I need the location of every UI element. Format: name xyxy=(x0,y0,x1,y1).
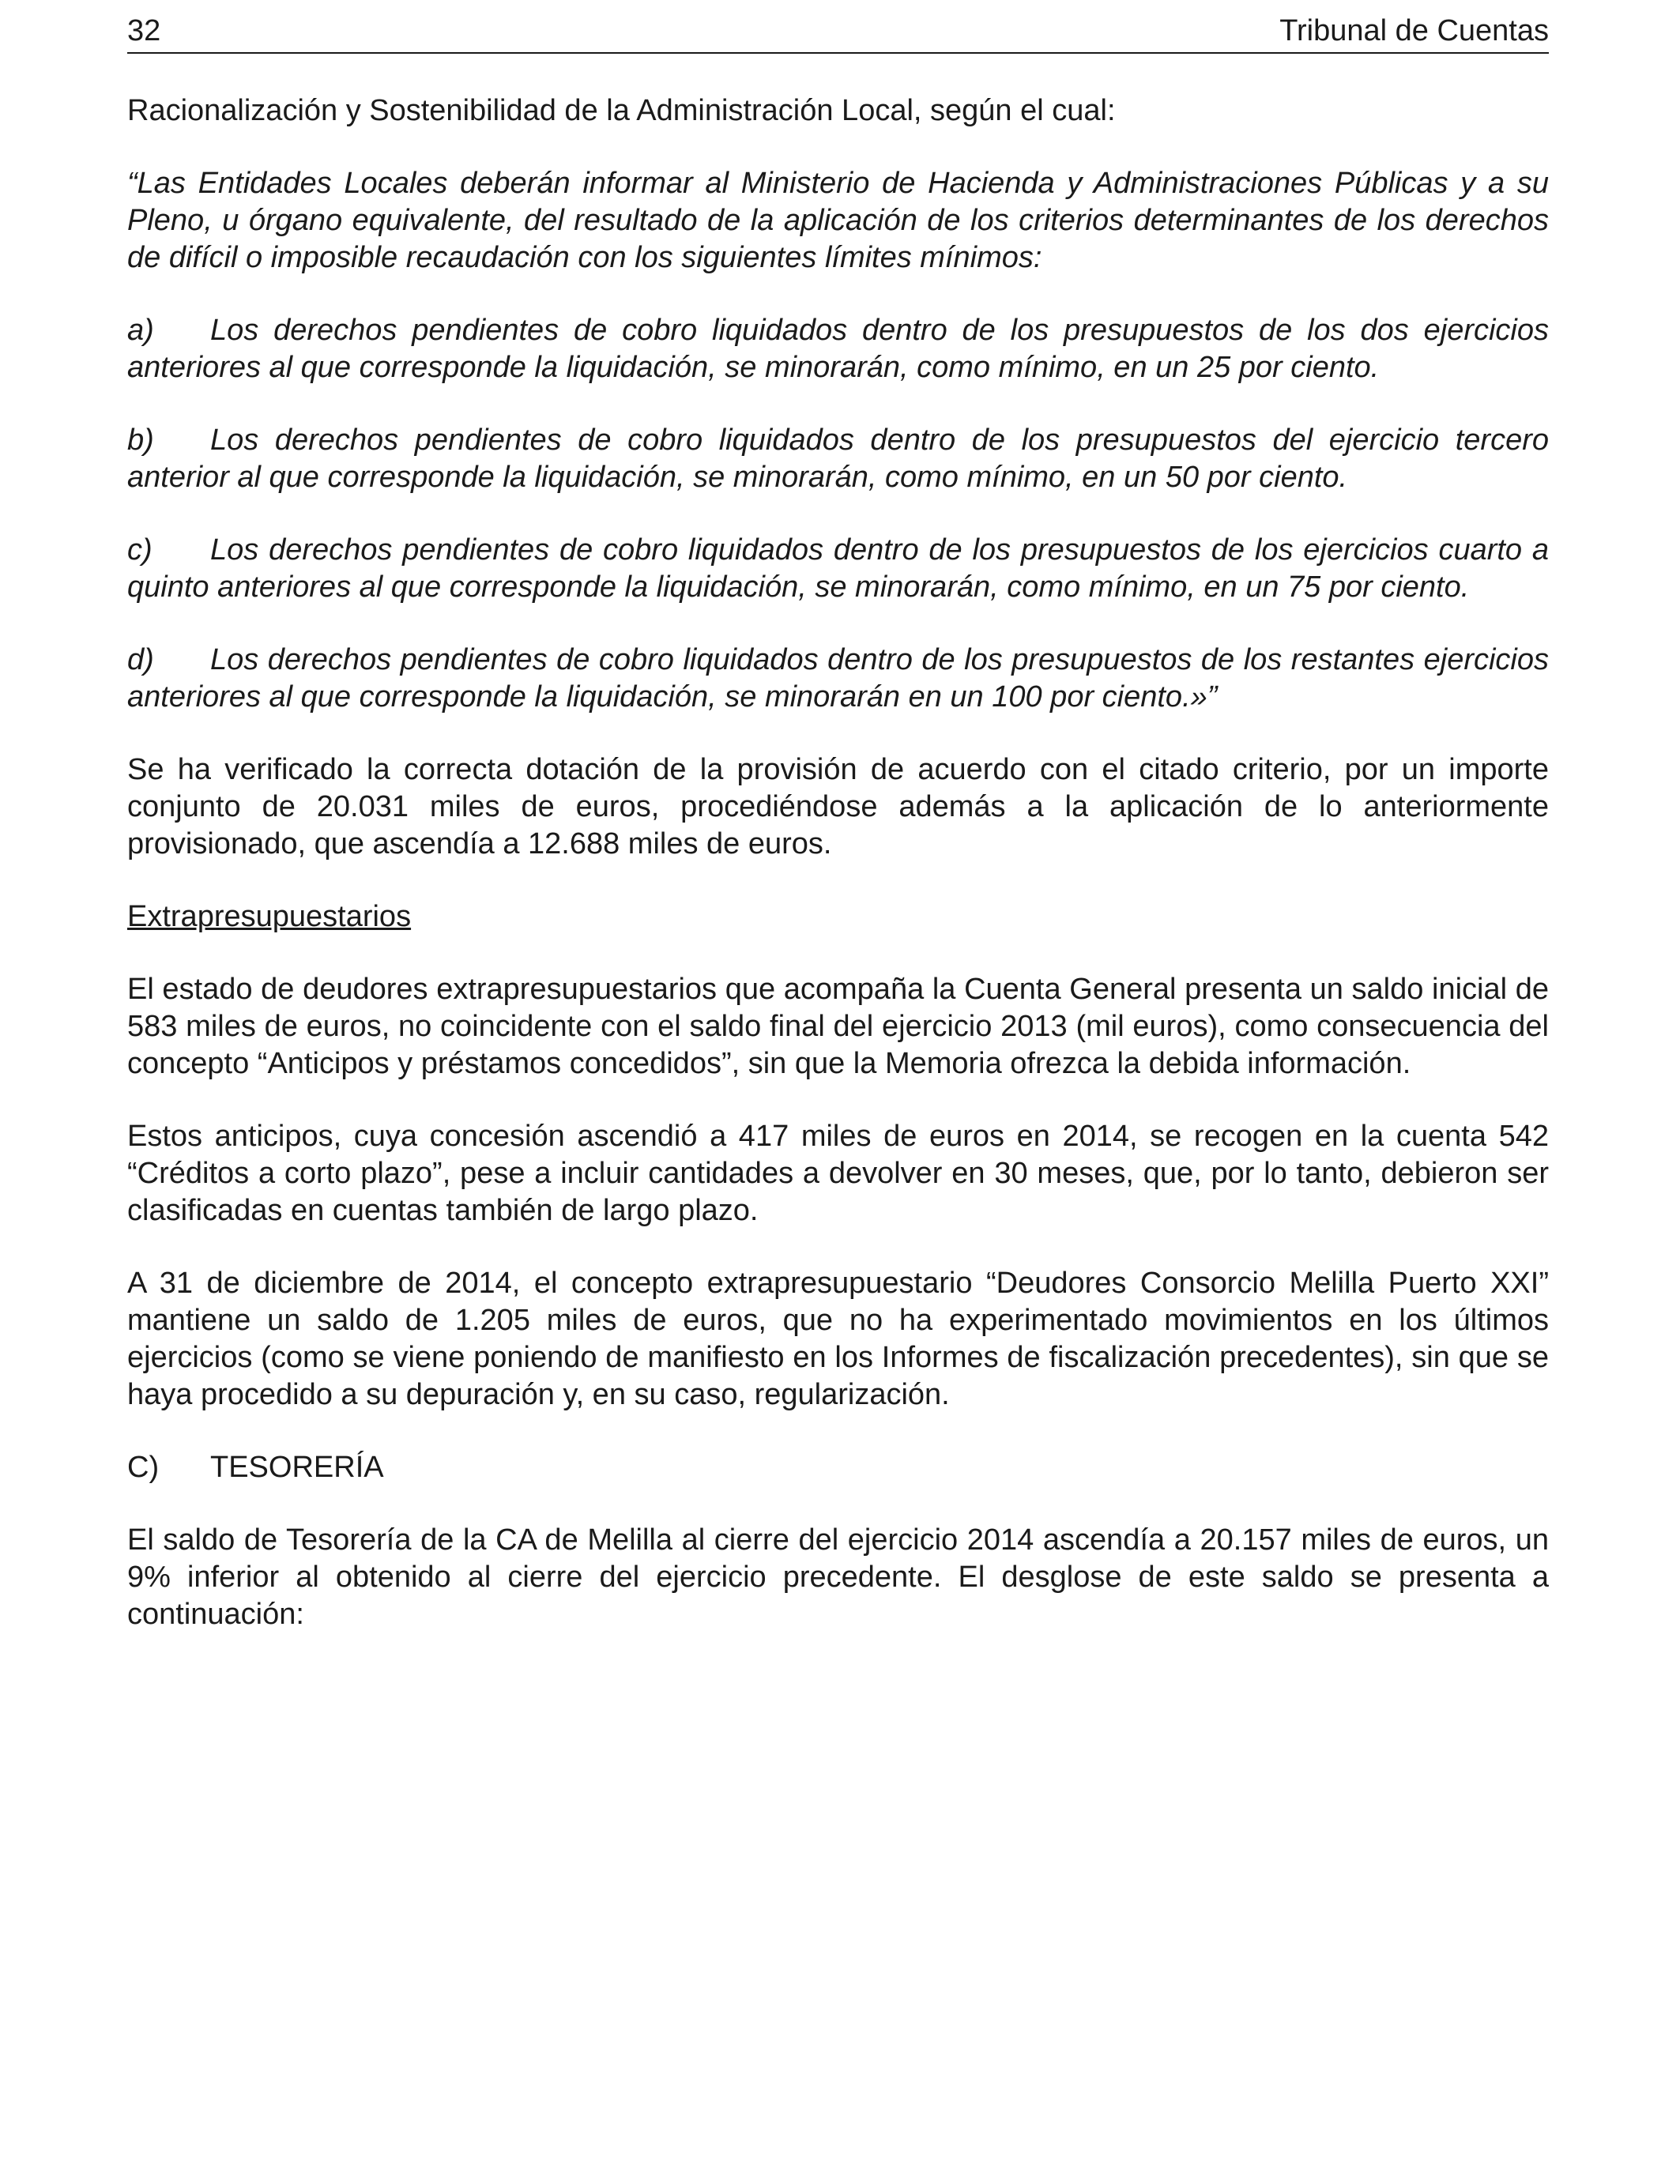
document-page xyxy=(127,0,1549,1633)
quote-item-d xyxy=(127,642,1549,716)
list-item-text: Los derechos pendientes de cobro liquidados dentro de los presupuestos de los restantes ejercicios anteriores al que corresponde la liquidación, se minorarán en un 100 por ciento.»” xyxy=(127,643,1549,714)
intro-paragraph: Racionalización y Sostenibilidad de la Administración Local, según el cual: xyxy=(127,94,1116,127)
page-content xyxy=(127,92,1549,1633)
page-number: 32 xyxy=(127,14,161,47)
quote-item-a xyxy=(127,312,1549,386)
list-item-text: Los derechos pendientes de cobro liquidados dentro de los presupuestos de los dos ejercicios anteriores al que corresponde la liquidación, se minorarán, como mínimo, en un 25 por ciento. xyxy=(127,314,1549,384)
list-marker: c) xyxy=(127,533,153,567)
provision-paragraph: Se ha verificado la correcta dotación de la provisión de acuerdo con el citado criterio, por un importe conjunto de 20.031 miles de euros, procediéndose además a la aplicación de lo anteriormente provisionado, que ascendía a 12.688 miles de euros. xyxy=(127,753,1549,860)
deudores-paragraph: El estado de deudores extrapresupuestarios que acompaña la Cuenta General presenta un saldo inicial de 583 miles de euros, no coincidente con el saldo final del ejercicio 2013 (mil euros), como consecuencia del concepto “Anticipos y préstamos concedidos”, sin que la Memoria ofrezca la debida información. xyxy=(127,973,1549,1080)
list-marker: b) xyxy=(127,424,154,457)
page-header xyxy=(127,0,1549,54)
list-marker: d) xyxy=(127,643,154,676)
subheading-text: Extrapresupuestarios xyxy=(127,900,412,933)
quote-lead: “Las Entidades Locales deberán informar al Ministerio de Hacienda y Administraciones Públicas y a su Pleno, u órgano equivalente, del resultado de la aplicación de los criterios determinantes de los derechos de difícil o imposible recaudación con los siguientes límites mínimos: xyxy=(127,167,1549,274)
anticipos-paragraph: Estos anticipos, cuya concesión ascendió a 417 miles de euros en 2014, se recogen en la cuenta 542 “Créditos a corto plazo”, pese a incluir cantidades a devolver en 30 meses, que, por lo tanto, debieron ser clasificadas en cuentas también de largo plazo. xyxy=(127,1120,1549,1227)
list-item-text: Los derechos pendientes de cobro liquidados dentro de los presupuestos del ejercicio tercero anterior al que corresponde la liquidación, se minorarán, como mínimo, en un 50 por ciento. xyxy=(127,424,1549,494)
consorcio-paragraph: A 31 de diciembre de 2014, el concepto extrapresupuestario “Deudores Consorcio Melilla Puerto XXI” mantiene un saldo de 1.205 miles de euros, que no ha experimentado movimientos en los últimos ejercicios (como se viene poniendo de manifiesto en los Informes de fiscalización precedentes), sin que se haya procedido a su depuración y, en su caso, regularización. xyxy=(127,1267,1549,1411)
tesoreria-paragraph: El saldo de Tesorería de la CA de Melilla al cierre del ejercicio 2014 ascendía a 20.157 miles de euros, un 9% inferior al obtenido al cierre del ejercicio precedente. El desglose de este saldo se presenta a continuación: xyxy=(127,1523,1549,1631)
section-marker: C) xyxy=(127,1451,160,1484)
section-title: TESORERÍA xyxy=(210,1451,384,1484)
list-item-text: Los derechos pendientes de cobro liquidados dentro de los presupuestos de los ejercicios cuarto a quinto anteriores al que corresponde la liquidación, se minorarán, como mínimo, en un 75 por ciento. xyxy=(127,533,1549,604)
section-heading-tesoreria xyxy=(127,1449,1549,1486)
extrapresupuestarios-subheading xyxy=(127,898,1549,936)
quote-item-b xyxy=(127,422,1549,496)
list-marker: a) xyxy=(127,314,154,347)
organization-name: Tribunal de Cuentas xyxy=(1279,14,1549,47)
quote-item-c xyxy=(127,532,1549,606)
